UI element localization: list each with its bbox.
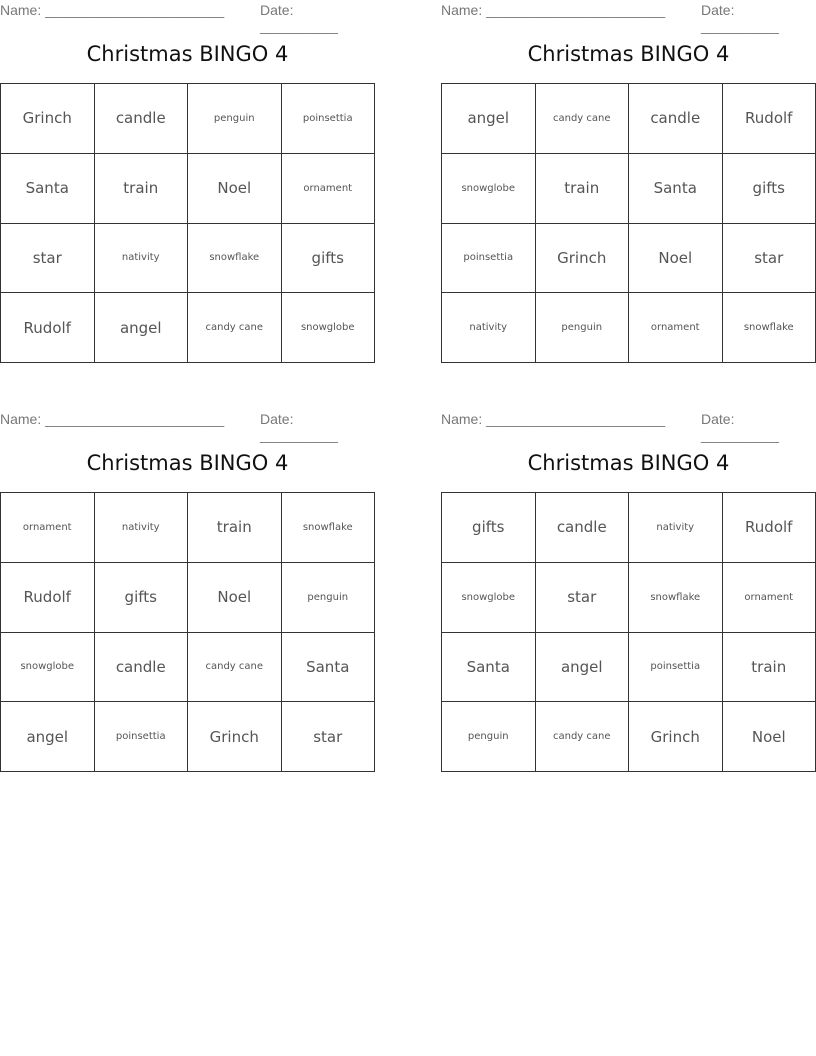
bingo-cell: train <box>723 633 816 703</box>
bingo-cell: candy cane <box>188 293 282 363</box>
bingo-cell: ornament <box>282 154 376 224</box>
bingo-cell: penguin <box>442 702 536 772</box>
bingo-cell: gifts <box>442 493 536 563</box>
bingo-card-1 <box>0 0 375 337</box>
bingo-cell: snowglobe <box>282 293 376 363</box>
bingo-cell: penguin <box>536 293 630 363</box>
bingo-cell: candle <box>95 633 189 703</box>
date-field-label: Date: __________ <box>260 2 338 34</box>
bingo-cell: nativity <box>95 224 189 294</box>
bingo-cell: poinsettia <box>282 84 376 154</box>
bingo-cell: Rudolf <box>723 84 816 154</box>
bingo-cell: star <box>536 563 630 633</box>
bingo-cell: star <box>1 224 95 294</box>
bingo-cell: Santa <box>629 154 723 224</box>
bingo-cell: snowglobe <box>1 633 95 703</box>
bingo-cell: train <box>188 493 282 563</box>
bingo-grid <box>441 83 816 363</box>
bingo-cell: star <box>723 224 816 294</box>
bingo-cell: snowglobe <box>442 563 536 633</box>
card-title: Christmas BINGO 4 <box>86 451 289 475</box>
bingo-cell: ornament <box>629 293 723 363</box>
card-title: Christmas BINGO 4 <box>527 42 730 66</box>
bingo-cell: angel <box>95 293 189 363</box>
bingo-cell: Santa <box>442 633 536 703</box>
date-field-label: Date: __________ <box>260 411 338 443</box>
bingo-cell: Rudolf <box>1 563 95 633</box>
bingo-cell: Grinch <box>188 702 282 772</box>
bingo-cell: candle <box>95 84 189 154</box>
bingo-cell: Noel <box>188 154 282 224</box>
bingo-cell: Grinch <box>1 84 95 154</box>
bingo-cell: angel <box>1 702 95 772</box>
bingo-cell: snowflake <box>723 293 816 363</box>
bingo-cell: snowflake <box>629 563 723 633</box>
card-title: Christmas BINGO 4 <box>86 42 289 66</box>
bingo-cell: Rudolf <box>723 493 816 563</box>
card-header <box>441 409 816 443</box>
bingo-cell: Noel <box>188 563 282 633</box>
card-header <box>0 0 375 34</box>
bingo-cell: Noel <box>723 702 816 772</box>
name-field-label: Name: _______________________ <box>441 2 666 18</box>
bingo-cell: poinsettia <box>442 224 536 294</box>
bingo-cell: poinsettia <box>629 633 723 703</box>
card-title: Christmas BINGO 4 <box>527 451 730 475</box>
bingo-cell: nativity <box>629 493 723 563</box>
bingo-cell: snowflake <box>282 493 376 563</box>
date-field-label: Date: __________ <box>701 411 779 443</box>
bingo-cell: Grinch <box>629 702 723 772</box>
bingo-cell: Rudolf <box>1 293 95 363</box>
bingo-cell: Grinch <box>536 224 630 294</box>
bingo-cell: snowglobe <box>442 154 536 224</box>
bingo-cell: Santa <box>282 633 376 703</box>
card-header <box>0 409 375 443</box>
bingo-grid <box>0 492 375 772</box>
bingo-cell: gifts <box>723 154 816 224</box>
bingo-cell: poinsettia <box>95 702 189 772</box>
bingo-cell: candy cane <box>188 633 282 703</box>
bingo-cell: nativity <box>95 493 189 563</box>
bingo-cell: angel <box>536 633 630 703</box>
bingo-cell: nativity <box>442 293 536 363</box>
bingo-cell: ornament <box>723 563 816 633</box>
bingo-cell: candy cane <box>536 84 630 154</box>
bingo-cell: Noel <box>629 224 723 294</box>
card-header <box>441 0 816 34</box>
name-field-label: Name: _______________________ <box>441 411 666 427</box>
bingo-grid <box>0 83 375 363</box>
bingo-cell: gifts <box>95 563 189 633</box>
bingo-cell: gifts <box>282 224 376 294</box>
bingo-cell: candy cane <box>536 702 630 772</box>
bingo-cell: Santa <box>1 154 95 224</box>
bingo-card-2 <box>441 0 816 334</box>
bingo-cell: angel <box>442 84 536 154</box>
bingo-grid <box>441 492 816 772</box>
bingo-cell: star <box>282 702 376 772</box>
name-field-label: Name: _______________________ <box>0 2 225 18</box>
bingo-cell: candle <box>629 84 723 154</box>
date-field-label: Date: __________ <box>701 2 779 34</box>
name-field-label: Name: _______________________ <box>0 411 225 427</box>
bingo-card-4 <box>441 409 816 746</box>
bingo-cell: ornament <box>1 493 95 563</box>
bingo-cell: penguin <box>282 563 376 633</box>
bingo-cell: snowflake <box>188 224 282 294</box>
bingo-cell: penguin <box>188 84 282 154</box>
bingo-cell: train <box>536 154 630 224</box>
bingo-cell: candle <box>536 493 630 563</box>
bingo-cell: train <box>95 154 189 224</box>
bingo-card-3 <box>0 409 375 746</box>
